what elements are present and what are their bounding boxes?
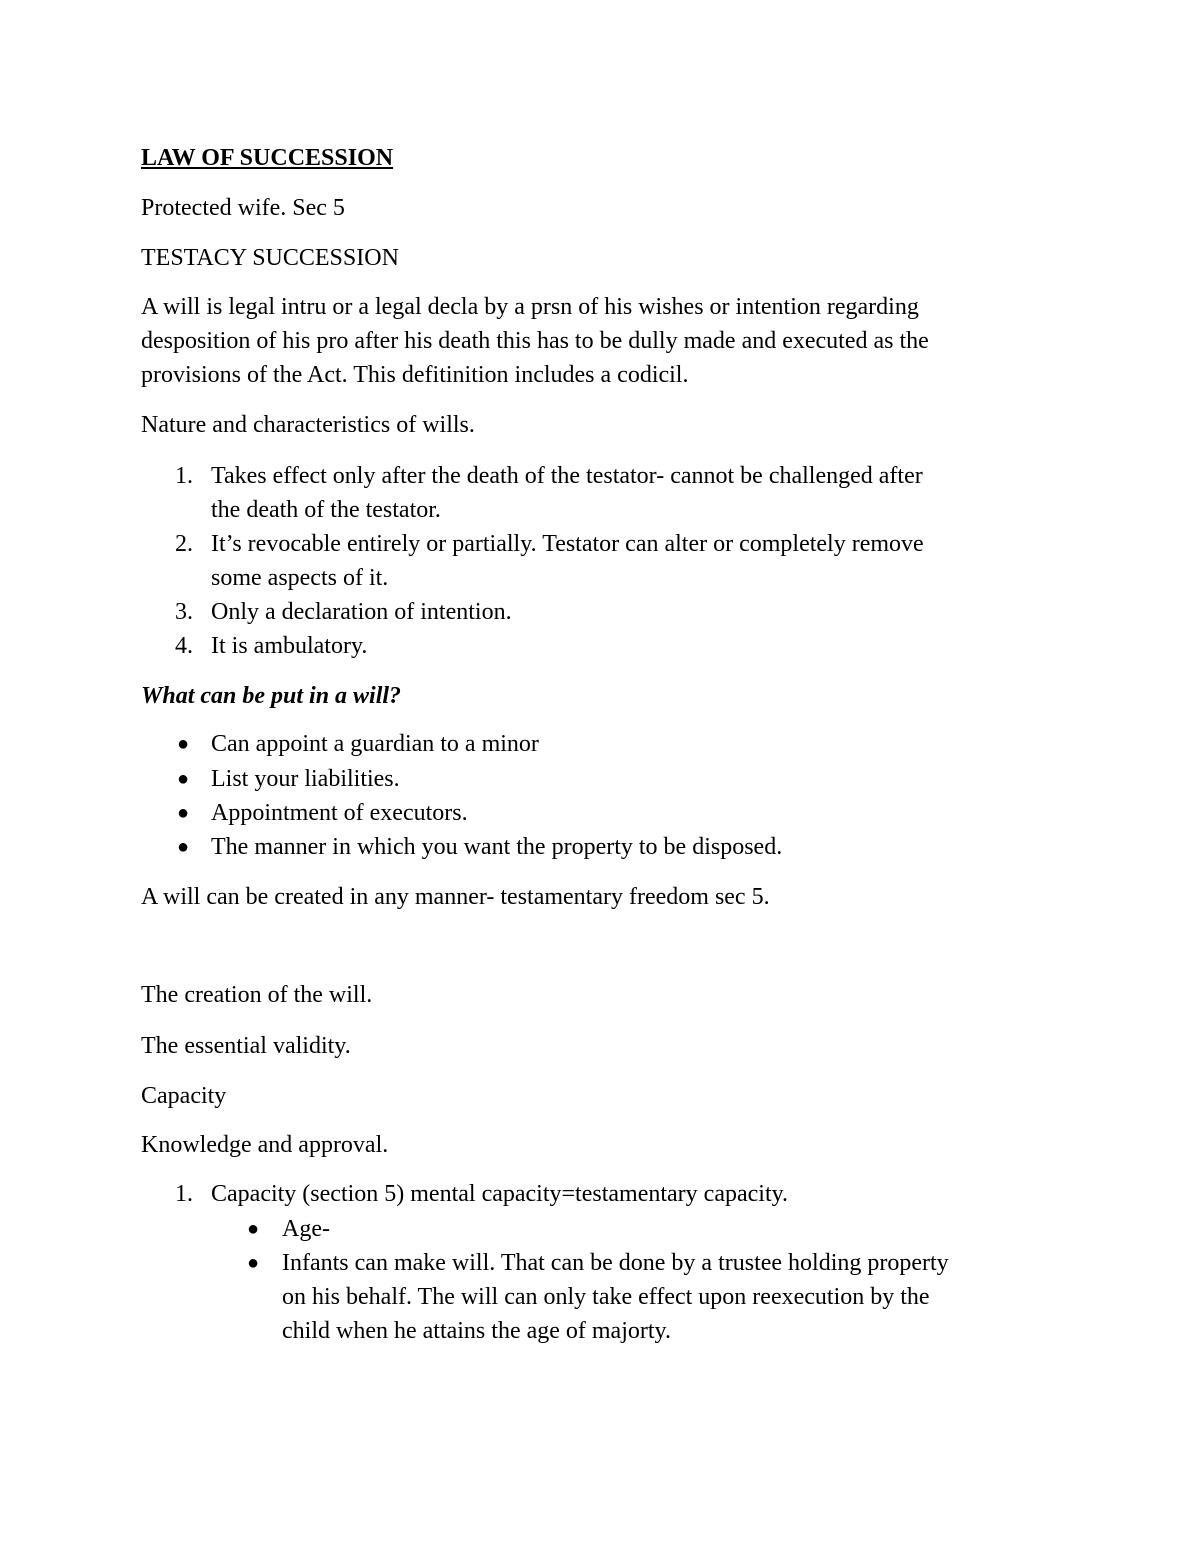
- list-item-text: List your liabilities.: [211, 766, 400, 792]
- list-item-text: It’s revocable entirely or partially. Testator can alter or completely remove: [211, 531, 924, 557]
- bullet-icon: ●: [177, 836, 190, 858]
- list-item-text: Appointment of executors.: [211, 800, 468, 826]
- list-item-text: Only a declaration of intention.: [211, 599, 512, 625]
- document-title: LAW OF SUCCESSION: [141, 145, 394, 171]
- list-item-text: The manner in which you want the property to be disposed.: [211, 834, 783, 860]
- bullet-icon: ●: [177, 768, 190, 790]
- list-item-text: the death of the testator.: [211, 497, 441, 523]
- freedom-line: A will can be created in any manner- testamentary freedom sec 5.: [141, 884, 770, 910]
- list-number: 1.: [175, 463, 193, 489]
- sub-list-item-text: Age-: [282, 1216, 330, 1242]
- sub-list-item-text: child when he attains the age of majorty.: [282, 1318, 671, 1344]
- bullet-icon: ●: [247, 1218, 260, 1240]
- sub-list-item-text: on his behalf. The will can only take effect upon reexecution by the: [282, 1284, 930, 1310]
- definition-line: desposition of his pro after his death this has to be dully made and executed as the: [141, 328, 929, 354]
- list-number: 4.: [175, 633, 193, 659]
- definition-line: A will is legal intru or a legal decla by a prsn of his wishes or intention regarding: [141, 294, 919, 320]
- knowledge-line: Knowledge and approval.: [141, 1132, 389, 1158]
- list-item-text: It is ambulatory.: [211, 633, 368, 659]
- list-item-text: some aspects of it.: [211, 565, 389, 591]
- list-item-text: Can appoint a guardian to a minor: [211, 731, 539, 757]
- question-heading: What can be put in a will?: [141, 683, 402, 709]
- definition-line: provisions of the Act. This defitinition includes a codicil.: [141, 362, 689, 388]
- list-item-text: Takes effect only after the death of the testator- cannot be challenged after: [211, 463, 923, 489]
- sub-list-item-text: Infants can make will. That can be done by a trustee holding property: [282, 1250, 949, 1276]
- bullet-icon: ●: [177, 733, 190, 755]
- protected-wife-line: Protected wife. Sec 5: [141, 195, 345, 221]
- testacy-heading: TESTACY SUCCESSION: [141, 245, 399, 271]
- list-number: 3.: [175, 599, 193, 625]
- list-number: 1.: [175, 1181, 193, 1207]
- bullet-icon: ●: [247, 1252, 260, 1274]
- list-item-text: Capacity (section 5) mental capacity=testamentary capacity.: [211, 1181, 789, 1207]
- bullet-icon: ●: [177, 802, 190, 824]
- list-number: 2.: [175, 531, 193, 557]
- nature-heading: Nature and characteristics of wills.: [141, 412, 475, 438]
- validity-line: The essential validity.: [141, 1033, 351, 1059]
- creation-line: The creation of the will.: [141, 982, 373, 1008]
- capacity-line: Capacity: [141, 1083, 227, 1109]
